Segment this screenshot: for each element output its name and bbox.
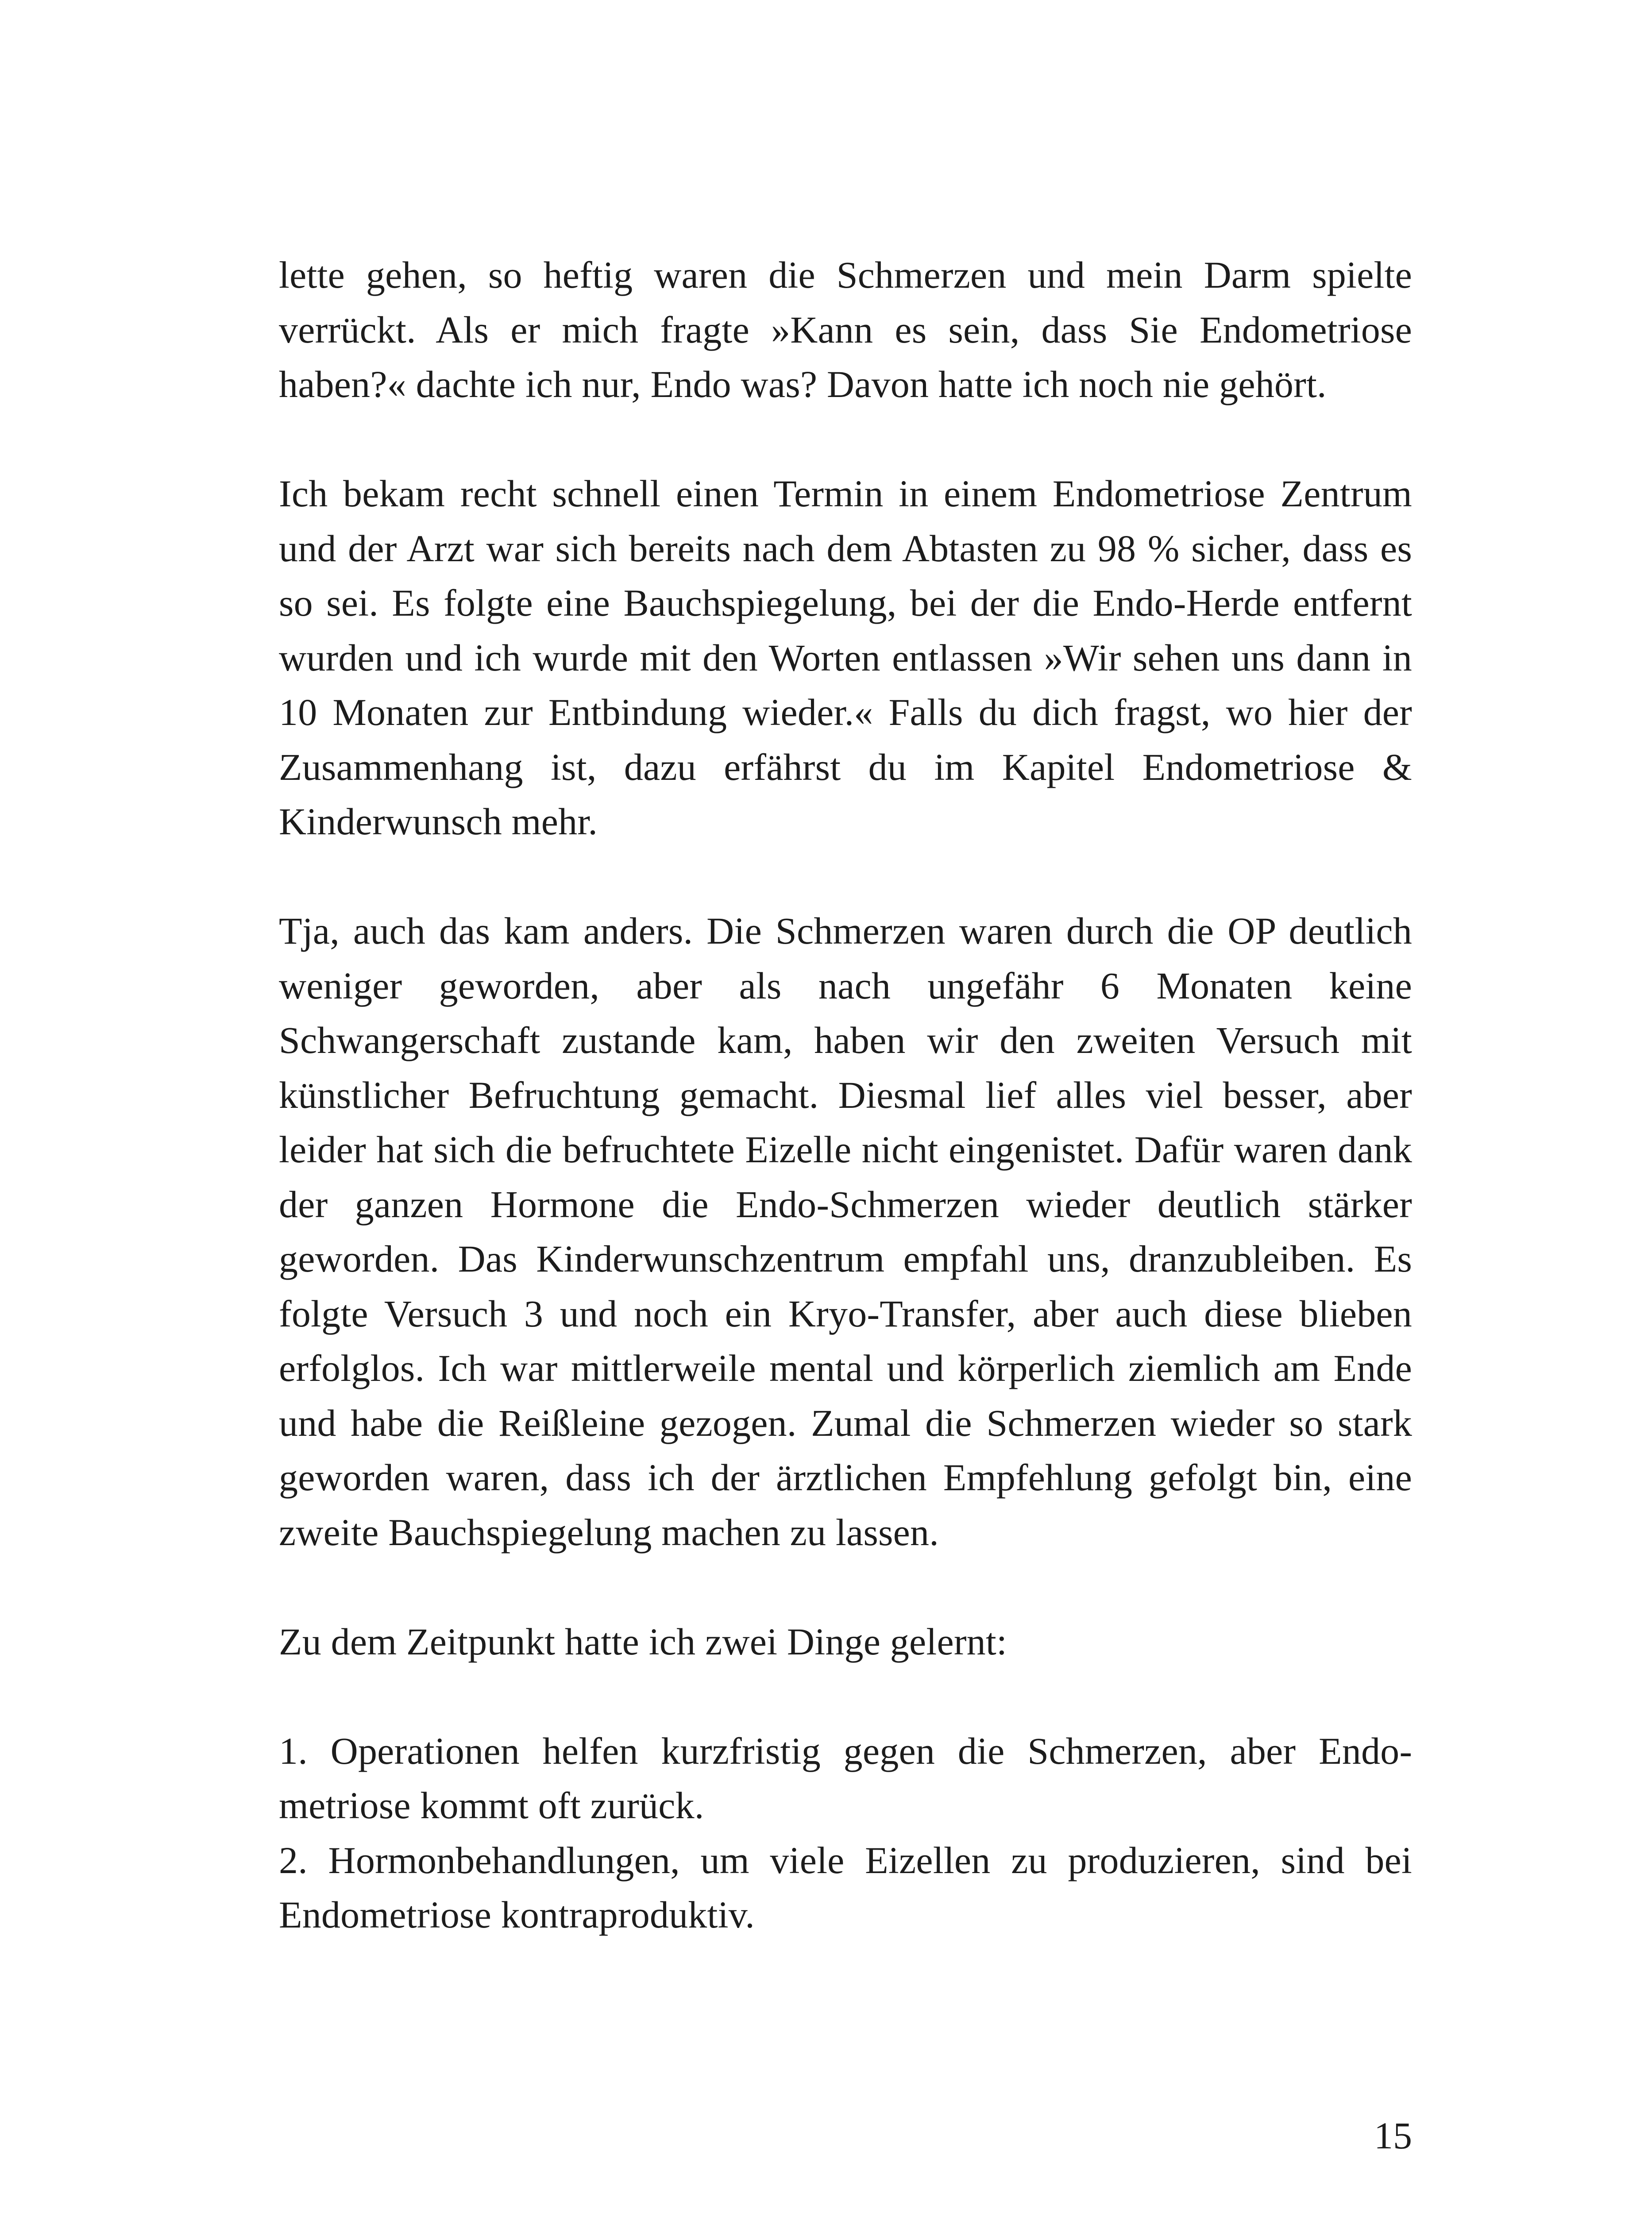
lessons-list — [279, 1724, 1412, 1943]
lesson-item-hormone-treatment: 2. Hormonbehandlungen, um viele Eizellen zu produzieren, sind bei Endometriose kontraproduktiv. — [279, 1839, 1412, 1936]
paragraph-spacer — [279, 1669, 1412, 1724]
book-page-body — [279, 248, 1412, 1943]
paragraph-spacer — [279, 849, 1412, 904]
paragraph-spacer — [279, 412, 1412, 467]
paragraph-spacer — [279, 1560, 1412, 1615]
paragraph-treatment-attempts: Tja, auch das kam anders. Die Schmerzen waren durch die OP deutlich weniger geworden, aber als nach ungefähr 6 Monaten keine Schwangerschaft zustande kam, haben wir den zweiten Versuch mit künstlicher Befruchtung gemacht. Diesmal lief alles viel besser, aber leider hat sich die befruchtete Eizelle nicht eingenistet. Dafür waren dank der ganzen Hormone die Endo-Schmerzen wieder deutlich stärker geworden. Das Kinderwunschzentrum empfahl uns, dranzubleiben. Es folgte Versuch 3 und noch ein Kryo-Transfer, aber auch diese blieben erfolglos. Ich war mittlerweile mental und körperlich ziemlich am Ende und habe die Reißleine gezogen. Zumal die Schmerzen wieder so stark geworden waren, dass ich der ärztlichen Empfehlung gefolgt bin, eine zweite Bauchspiegelung machen zu lassen. — [279, 910, 1412, 1554]
page-number: 15 — [1374, 2114, 1412, 2157]
lesson-item-operations: 1. Operationen helfen kurzfristig gegen die Schmerzen, aber Endometriose kommt oft zurück. — [279, 1729, 1412, 1827]
paragraph-diagnosis-question: lette gehen, so heftig waren die Schmerzen und mein Darm spielte verrückt. Als er mich fragte »Kann es sein, dass Sie Endometriose haben?« dachte ich nur, Endo was? Davon hatte ich noch nie gehört. — [279, 254, 1412, 405]
paragraph-lessons-intro: Zu dem Zeitpunkt hatte ich zwei Dinge gelernt: — [279, 1620, 1007, 1663]
paragraph-first-surgery: Ich bekam recht schnell einen Termin in einem Endometriose Zentrum und der Arzt war sich bereits nach dem Abtasten zu 98 % sicher, dass es so sei. Es folgte eine Bauchspiegelung, bei der die Endo-Herde entfernt wurden und ich wurde mit den Worten entlassen »Wir sehen uns dann in 10 Monaten zur Entbindung wieder.« Falls du dich fragst, wo hier der Zusammenhang ist, dazu erfährst du im Kapitel Endometriose & Kinderwunsch mehr. — [279, 472, 1412, 843]
